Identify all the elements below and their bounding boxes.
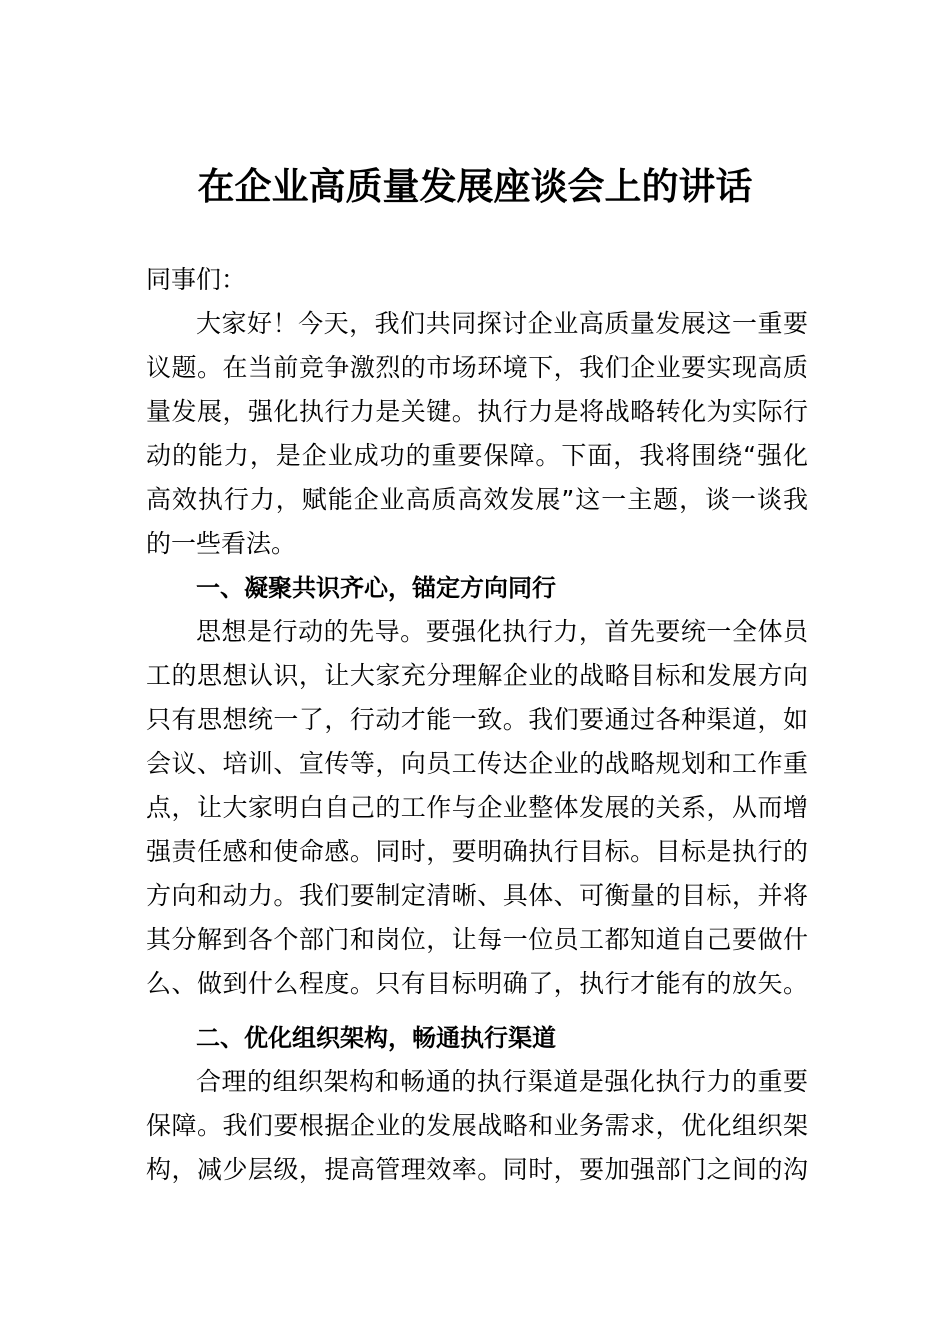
section-2-line: 构，减少层级，提高管理效率。同时，要加强部门之间的沟 <box>146 1155 808 1184</box>
section-1-line: 工的思想认识，让大家充分理解企业的战略目标和发展方向 <box>146 661 808 690</box>
section-2-line: 合理的组织架构和畅通的执行渠道是强化执行力的重要 <box>196 1067 808 1096</box>
section-1-line: 点，让大家明白自己的工作与企业整体发展的关系，从而增 <box>146 793 808 822</box>
intro-line: 大家好！今天，我们共同探讨企业高质量发展这一重要 <box>196 309 808 338</box>
section-1-line: 强责任感和使命感。同时，要明确执行目标。目标是执行的 <box>146 837 808 866</box>
section-1-line: 其分解到各个部门和岗位，让每一位员工都知道自己要做什 <box>146 925 808 954</box>
section-2-line: 保障。我们要根据企业的发展战略和业务需求，优化组织架 <box>146 1111 808 1140</box>
section-1-line: 么、做到什么程度。只有目标明确了，执行才能有的放矢。 <box>146 969 808 998</box>
section-1-line: 会议、培训、宣传等，向员工传达企业的战略规划和工作重 <box>146 749 808 778</box>
section-1-line: 只有思想统一了，行动才能一致。我们要通过各种渠道，如 <box>146 705 808 734</box>
intro-line: 量发展，强化执行力是关键。执行力是将战略转化为实际行 <box>146 397 808 426</box>
intro-line: 议题。在当前竞争激烈的市场环境下，我们企业要实现高质 <box>146 353 808 382</box>
section-heading-1: 一、凝聚共识齐心，锚定方向同行 <box>196 574 556 602</box>
document-title: 在企业高质量发展座谈会上的讲话 <box>197 164 753 208</box>
intro-line: 的一些看法。 <box>146 529 297 558</box>
section-1-line: 思想是行动的先导。要强化执行力，首先要统一全体员 <box>196 617 808 646</box>
section-heading-2: 二、优化组织架构，畅通执行渠道 <box>196 1024 556 1052</box>
intro-line: 高效执行力，赋能企业高质高效发展”这一主题，谈一谈我 <box>146 485 808 514</box>
intro-line: 动的能力，是企业成功的重要保障。下面，我将围绕“强化 <box>146 441 808 470</box>
section-1-line: 方向和动力。我们要制定清晰、具体、可衡量的目标，并将 <box>146 881 808 910</box>
salutation: 同事们： <box>146 265 247 294</box>
